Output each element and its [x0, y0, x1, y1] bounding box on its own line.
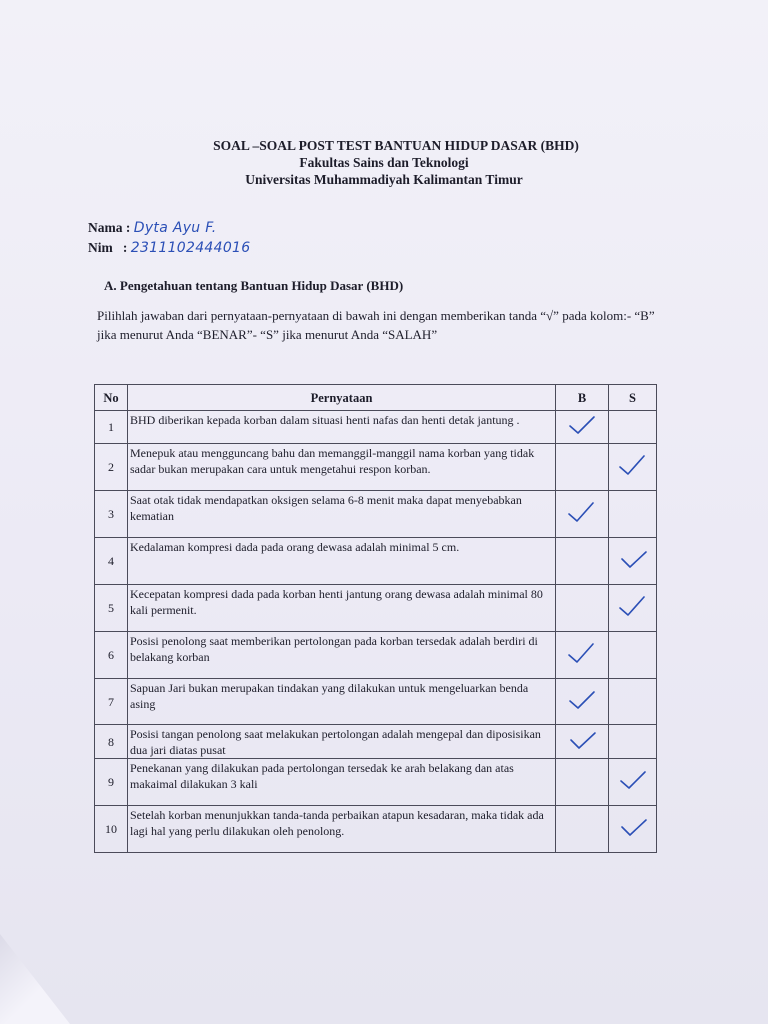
- row-number: 4: [95, 538, 128, 585]
- table-row: [95, 585, 657, 632]
- nim-handwritten: 2311102444016: [130, 240, 251, 256]
- check-mark-icon: [567, 689, 597, 711]
- cell-s[interactable]: [609, 585, 657, 632]
- row-number: 8: [95, 725, 128, 759]
- row-statement: Saat otak tidak mendapatkan oksigen selama 6-8 menit maka dapat menyebabkan kematian: [128, 491, 556, 538]
- row-number: 1: [95, 411, 128, 444]
- table-row: [95, 444, 657, 491]
- check-mark-icon: [567, 729, 597, 751]
- row-number: 5: [95, 585, 128, 632]
- row-statement: BHD diberikan kepada korban dalam situasi henti nafas dan henti detak jantung .: [128, 411, 556, 444]
- row-statement: Posisi tangan penolong saat melakukan pertolongan adalah mengepal dan diposisikan dua jari diatas pusat: [128, 725, 556, 759]
- cell-b[interactable]: [556, 759, 609, 806]
- faculty-name: Fakultas Sains dan Teknologi: [299, 155, 469, 170]
- section-title: A. Pengetahuan tentang Bantuan Hidup Dasar (BHD): [104, 278, 404, 293]
- cell-s[interactable]: [609, 491, 657, 538]
- cell-s[interactable]: [609, 759, 657, 806]
- table-body: [95, 411, 657, 853]
- folded-corner: [0, 934, 70, 1024]
- document-title: SOAL –SOAL POST TEST BANTUAN HIDUP DASAR (BHD): [213, 138, 579, 153]
- cell-b[interactable]: [556, 632, 609, 679]
- header-no: No: [95, 385, 128, 411]
- cell-s[interactable]: [609, 725, 657, 759]
- row-statement: Penekanan yang dilakukan pada pertolongan tersedak ke arah belakang dan atas makaimal dilakukan 3 kali: [128, 759, 556, 806]
- check-mark-icon: [618, 769, 648, 791]
- header-statement: Pernyataan: [128, 385, 556, 411]
- cell-b[interactable]: [556, 538, 609, 585]
- row-number: 9: [95, 759, 128, 806]
- header-s: S: [609, 385, 657, 411]
- table-row: [95, 538, 657, 585]
- university-name: Universitas Muhammadiyah Kalimantan Timur: [245, 172, 523, 187]
- cell-b[interactable]: [556, 725, 609, 759]
- row-statement: Sapuan Jari bukan merupakan tindakan yang dilakukan untuk mengeluarkan benda asing: [128, 679, 556, 725]
- table-row: [95, 679, 657, 725]
- row-statement: Kecepatan kompresi dada pada korban henti jantung orang dewasa adalah minimal 80 kali permenit.: [128, 585, 556, 632]
- check-mark-icon: [567, 414, 597, 436]
- cell-s[interactable]: [609, 538, 657, 585]
- row-number: 10: [95, 806, 128, 853]
- row-statement: Setelah korban menunjukkan tanda-tanda perbaikan atapun kesadaran, maka tidak ada lagi hal yang perlu dilakukan oleh penolong.: [128, 806, 556, 853]
- check-mark-icon: [618, 595, 648, 617]
- check-mark-icon: [618, 548, 648, 570]
- cell-s[interactable]: [609, 679, 657, 725]
- answer-table: [94, 384, 657, 853]
- table-row: [95, 411, 657, 444]
- cell-b[interactable]: [556, 585, 609, 632]
- check-mark-icon: [567, 642, 597, 664]
- row-statement: Kedalaman kompresi dada pada orang dewasa adalah minimal 5 cm.: [128, 538, 556, 585]
- cell-b[interactable]: [556, 806, 609, 853]
- row-number: 6: [95, 632, 128, 679]
- cell-s[interactable]: [609, 806, 657, 853]
- cell-b[interactable]: [556, 679, 609, 725]
- instruction-text: Pilihlah jawaban dari pernyataan-pernyataan di bawah ini dengan memberikan tanda “√” pada kolom:- “B” jika menurut Anda “BENAR”- “S” jika menurut Anda “SALAH”: [97, 308, 655, 342]
- identity-block: [88, 218, 250, 258]
- table-header-row: [95, 385, 657, 411]
- table-row: [95, 632, 657, 679]
- row-statement: Posisi penolong saat memberikan pertolongan pada korban tersedak adalah berdiri di belakang korban: [128, 632, 556, 679]
- row-number: 2: [95, 444, 128, 491]
- cell-s[interactable]: [609, 632, 657, 679]
- nim-label: Nim :: [88, 240, 128, 255]
- table-row: [95, 491, 657, 538]
- row-number: 7: [95, 679, 128, 725]
- cell-b[interactable]: [556, 491, 609, 538]
- cell-s[interactable]: [609, 444, 657, 491]
- name-handwritten: Dyta Ayu F.: [133, 220, 217, 236]
- row-number: 3: [95, 491, 128, 538]
- check-mark-icon: [618, 454, 648, 476]
- row-statement: Menepuk atau mengguncang bahu dan memanggil-manggil nama korban yang tidak sadar bukan merupakan cara untuk mengetahui respon korban.: [128, 444, 556, 491]
- cell-s[interactable]: [609, 411, 657, 444]
- name-label: Nama :: [88, 220, 131, 235]
- table-row: [95, 725, 657, 759]
- table-row: [95, 806, 657, 853]
- check-mark-icon: [567, 501, 597, 523]
- header-b: B: [556, 385, 609, 411]
- check-mark-icon: [618, 816, 648, 838]
- table-row: [95, 759, 657, 806]
- cell-b[interactable]: [556, 444, 609, 491]
- nim-row: [88, 238, 250, 258]
- name-row: [88, 218, 250, 238]
- cell-b[interactable]: [556, 411, 609, 444]
- document-header: [0, 137, 768, 188]
